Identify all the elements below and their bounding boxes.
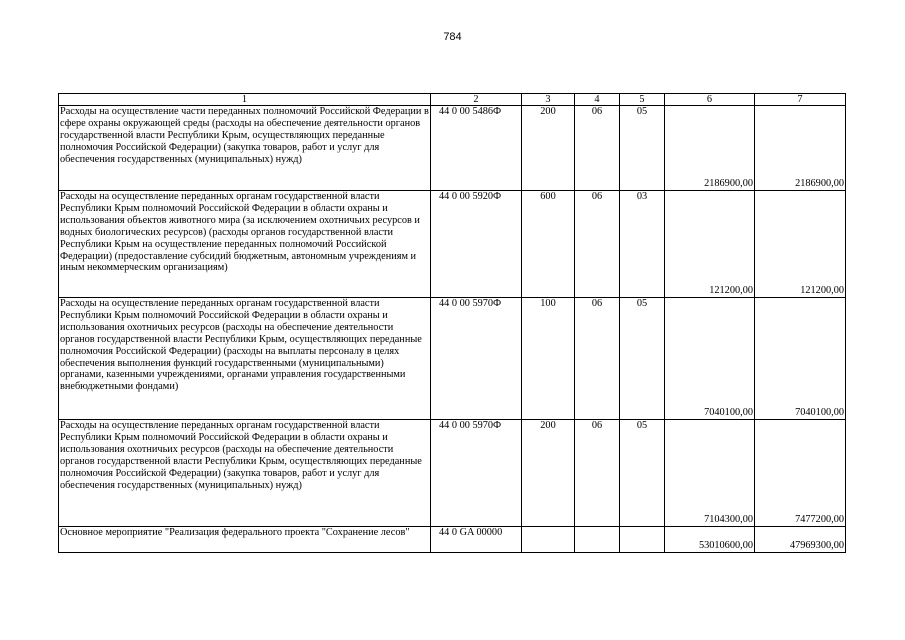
expense-type-cell: 200 [522, 106, 575, 191]
column-header-7: 7 [755, 94, 846, 106]
expense-type-cell: 100 [522, 298, 575, 420]
table-row [59, 527, 846, 553]
table-row [59, 420, 846, 527]
expense-name-cell: Расходы на осуществление переданных органам государственной власти Республики Крым полномочий Российской Федерации в области охраны и использования охотничьих ресурсов (расходы на обеспечение деятельности органов государственной власти Республики Крым, осуществляющих переданные полномочия Российской Федерации) (закупка товаров, работ и услуг для обеспечения государственных (муниципальных) нужд) [59, 420, 431, 527]
subsection-cell [620, 527, 665, 553]
column-header-1: 1 [59, 94, 431, 106]
expense-type-cell [522, 527, 575, 553]
target-article-cell: 44 0 00 5970Ф [431, 298, 522, 420]
section-cell: 06 [575, 298, 620, 420]
table-header-row [59, 94, 846, 106]
column-header-5: 5 [620, 94, 665, 106]
section-cell [575, 527, 620, 553]
subsection-cell: 03 [620, 191, 665, 298]
amount-cell-col6: 53010600,00 [665, 527, 755, 553]
section-cell: 06 [575, 191, 620, 298]
table-row [59, 191, 846, 298]
amount-cell-col6: 121200,00 [665, 191, 755, 298]
expense-type-cell: 600 [522, 191, 575, 298]
subsection-cell: 05 [620, 420, 665, 527]
amount-cell-col6: 2186900,00 [665, 106, 755, 191]
budget-table [58, 93, 846, 553]
amount-cell-col7: 7477200,00 [755, 420, 846, 527]
expense-name-cell: Расходы на осуществление переданных органам государственной власти Республики Крым полномочий Российской Федерации в области охраны и использования объектов животного мира (за исключением охотничьих ресурсов и водных биологических ресурсов) (расходы органов государственной власти Республики Крым на осуществление переданных полномочий Российской Федерации) (предоставление субсидий бюджетным, автономным учреждениям и иным некоммерческим организациям) [59, 191, 431, 298]
amount-cell-col7: 2186900,00 [755, 106, 846, 191]
column-header-2: 2 [431, 94, 522, 106]
section-cell: 06 [575, 420, 620, 527]
subsection-cell: 05 [620, 298, 665, 420]
expense-name-cell: Расходы на осуществление части переданных полномочий Российской Федерации в сфере охраны окружающей среды (расходы на обеспечение деятельности органов государственной власти Республики Крым, осуществляющих переданные полномочия Российской Федерации) (закупка товаров, работ и услуг для обеспечения государственных (муниципальных) нужд) [59, 106, 431, 191]
section-cell: 06 [575, 106, 620, 191]
amount-cell-col7: 47969300,00 [755, 527, 846, 553]
expense-type-cell: 200 [522, 420, 575, 527]
target-article-cell: 44 0 00 5970Ф [431, 420, 522, 527]
target-article-cell: 44 0 00 5486Ф [431, 106, 522, 191]
table-row [59, 106, 846, 191]
target-article-cell: 44 0 GA 00000 [431, 527, 522, 553]
column-header-4: 4 [575, 94, 620, 106]
amount-cell-col7: 7040100,00 [755, 298, 846, 420]
page-number: 784 [443, 31, 462, 43]
expense-name-cell: Основное мероприятие "Реализация федерального проекта "Сохранение лесов" [59, 527, 431, 553]
amount-cell-col7: 121200,00 [755, 191, 846, 298]
column-header-3: 3 [522, 94, 575, 106]
column-header-6: 6 [665, 94, 755, 106]
amount-cell-col6: 7040100,00 [665, 298, 755, 420]
expense-name-cell: Расходы на осуществление переданных органам государственной власти Республики Крым полномочий Российской Федерации в области охраны и использования охотничьих ресурсов (расходы на обеспечение деятельности органов государственной власти Республики Крым, осуществляющих переданные полномочия Российской Федерации) (расходы на выплаты персоналу в целях обеспечения выполнения функций государственными (муниципальными) органами, казенными учреждениями, органами управления государственными внебюджетными фондами) [59, 298, 431, 420]
table-row [59, 298, 846, 420]
amount-cell-col6: 7104300,00 [665, 420, 755, 527]
subsection-cell: 05 [620, 106, 665, 191]
target-article-cell: 44 0 00 5920Ф [431, 191, 522, 298]
